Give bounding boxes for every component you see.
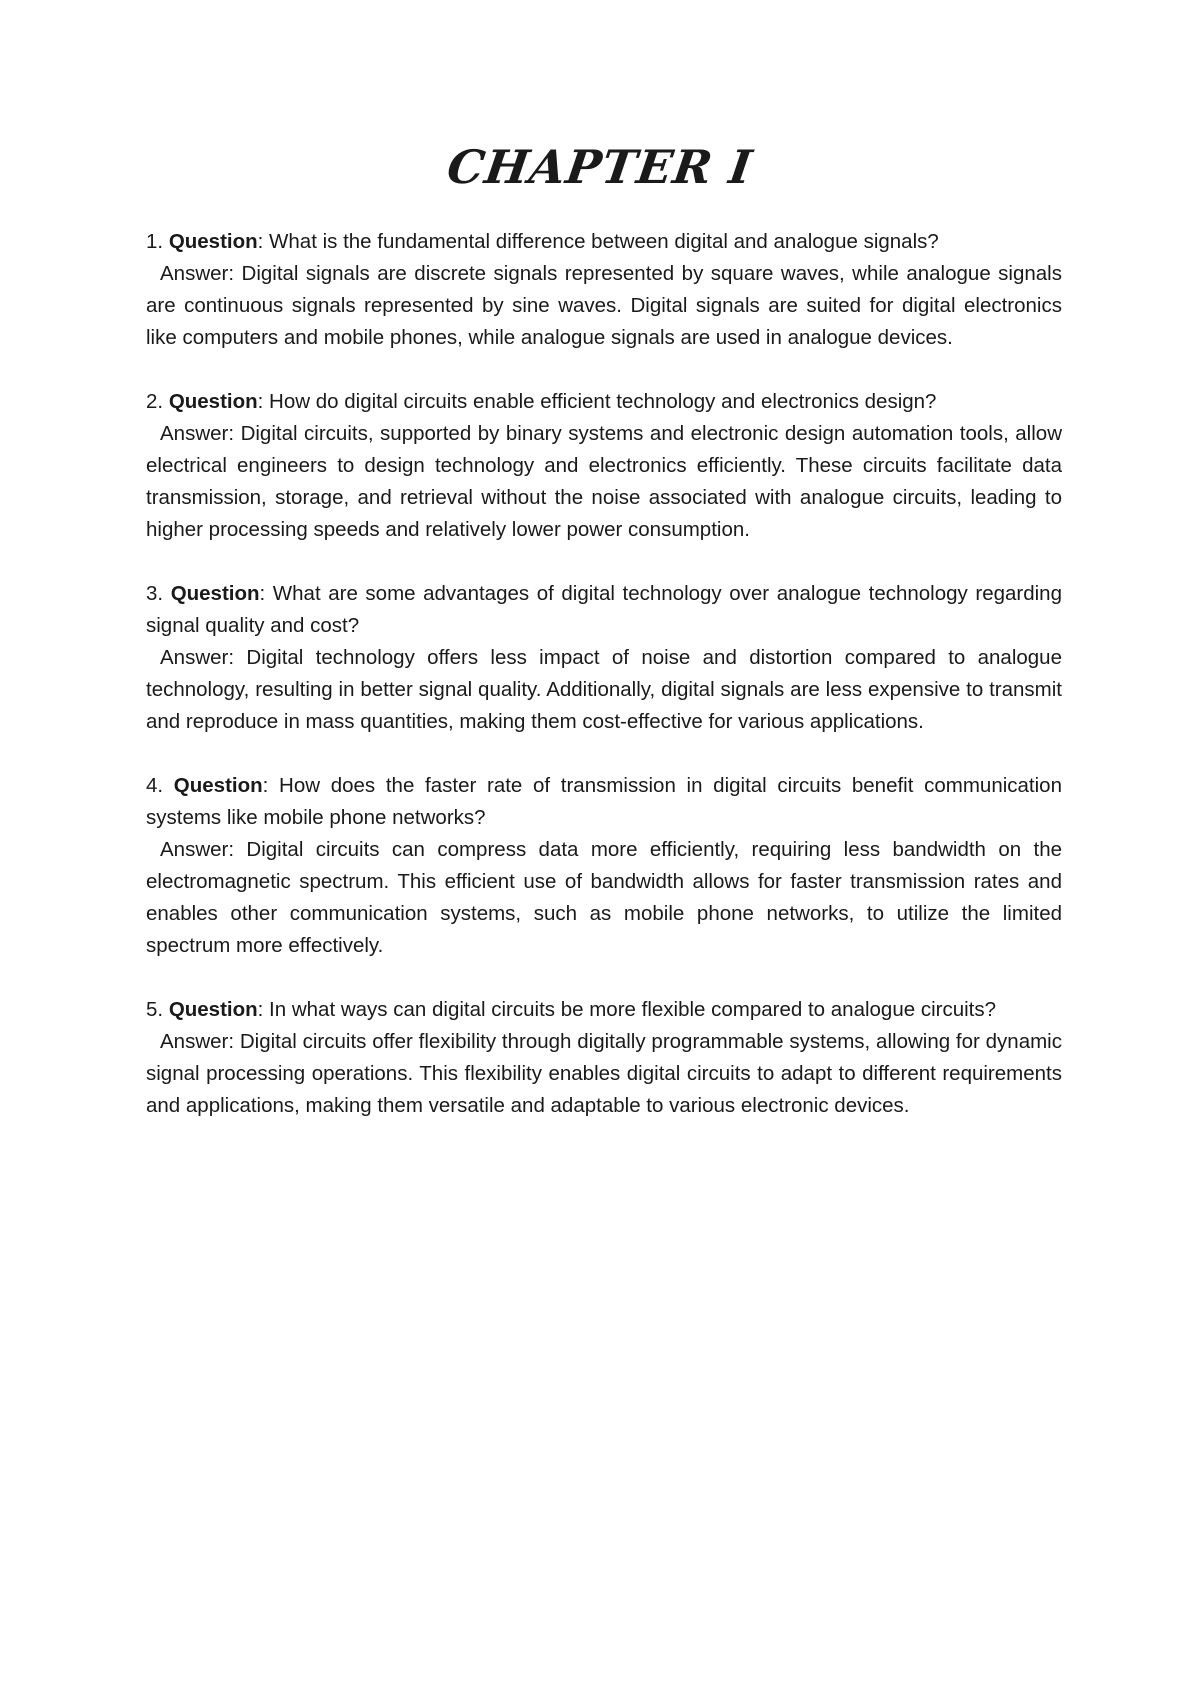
answer-4: Answer: Digital circuits can compress data more efficiently, requiring less bandwidth on the electromagnetic spectrum. This efficient use of bandwidth allows for faster transmission rates and enables other communication systems, such as mobile phone networks, to utilize the limited spectrum more effectively. — [146, 838, 1062, 957]
question-label: Question — [173, 774, 263, 797]
chapter-title: CHAPTER I — [444, 140, 756, 194]
qa-list — [146, 226, 1062, 1154]
question-4 — [146, 770, 1062, 834]
answer-5: Answer: Digital circuits offer flexibility through digitally programmable systems, allowing for dynamic signal processing operations. This flexibility enables digital circuits to adapt to different requirements and applications, making them versatile and adaptable to various electronic devices. — [146, 1030, 1062, 1117]
qa-item-2 — [146, 386, 1062, 546]
question-label: Question — [168, 390, 258, 413]
question-label: Question — [168, 998, 258, 1021]
question-3 — [146, 578, 1062, 642]
question-text: : What is the fundamental difference between digital and analogue signals? — [257, 230, 939, 253]
question-number: 2. — [146, 390, 164, 413]
qa-item-3 — [146, 578, 1062, 738]
question-number: 1. — [146, 230, 164, 253]
question-number: 3. — [146, 582, 164, 605]
qa-item-5 — [146, 994, 1062, 1122]
question-number: 4. — [146, 774, 164, 797]
question-2 — [146, 386, 1062, 418]
question-text: : How do digital circuits enable efficient technology and electronics design? — [257, 390, 937, 413]
question-5 — [146, 994, 1062, 1026]
question-label: Question — [170, 582, 260, 605]
question-label: Question — [168, 230, 258, 253]
answer-1: Answer: Digital signals are discrete signals represented by square waves, while analogue signals are continuous signals represented by sine waves. Digital signals are suited for digital electronics like computers and mobile phones, while analogue signals are used in analogue devices. — [146, 262, 1062, 349]
question-text: : In what ways can digital circuits be more flexible compared to analogue circuits? — [257, 998, 997, 1021]
question-1 — [146, 226, 1062, 258]
question-number: 5. — [146, 998, 164, 1021]
answer-2: Answer: Digital circuits, supported by binary systems and electronic design automation tools, allow electrical engineers to design technology and electronics efficiently. These circuits facilitate data transmission, storage, and retrieval without the noise associated with analogue circuits, leading to higher processing speeds and relatively lower power consumption. — [146, 422, 1062, 541]
answer-3: Answer: Digital technology offers less impact of noise and distortion compared to analogue technology, resulting in better signal quality. Additionally, digital signals are less expensive to transmit and reproduce in mass quantities, making them cost-effective for various applications. — [146, 646, 1062, 733]
qa-item-4 — [146, 770, 1062, 962]
question-text: : What are some advantages of digital technology over analogue technology regarding signal quality and cost? — [146, 582, 1062, 637]
question-text: : How does the faster rate of transmission in digital circuits benefit communication systems like mobile phone networks? — [146, 774, 1062, 829]
qa-item-1 — [146, 226, 1062, 354]
